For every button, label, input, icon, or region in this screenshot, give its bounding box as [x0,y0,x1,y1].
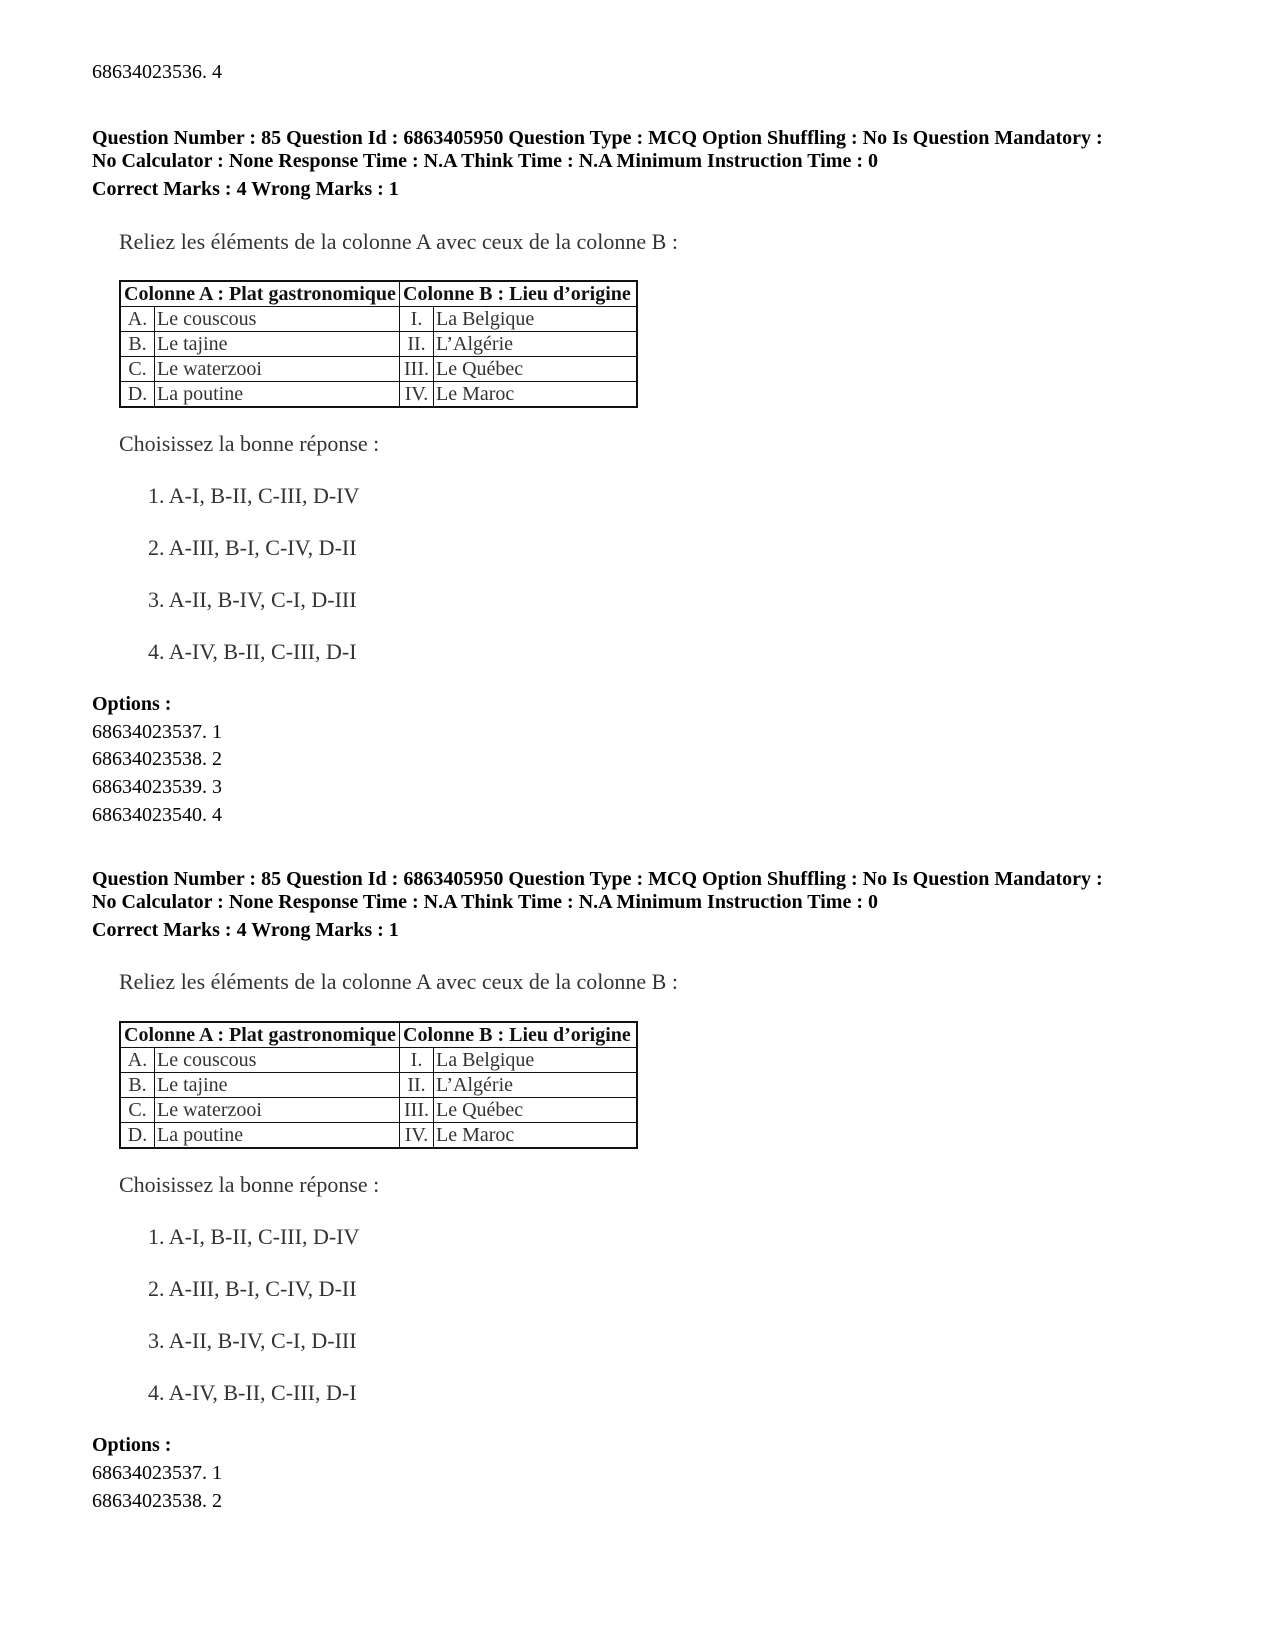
option-line: 68634023538. 2 [92,748,222,770]
option-line: 68634023537. 1 [92,721,222,743]
column-b-marker: II. [400,1073,434,1098]
column-a-value: La poutine [155,382,400,408]
matching-table [119,1021,638,1149]
column-b-marker: III. [400,357,434,382]
column-b-marker: III. [400,1098,434,1123]
table-row [120,357,637,382]
column-a-marker: C. [120,357,155,382]
answer-choice: 2. A-III, B-I, C-IV, D-II [148,1276,357,1301]
column-b-marker: IV. [400,382,434,408]
table-row [120,1098,637,1123]
answer-choice: 4. A-IV, B-II, C-III, D-I [148,639,357,664]
question-instruction: Reliez les éléments de la colonne A avec ceux de la colonne B : [119,969,678,994]
answer-choice: 1. A-I, B-II, C-III, D-IV [148,483,360,508]
table-row [120,1123,637,1149]
column-a-marker: A. [120,1048,155,1073]
column-b-marker: IV. [400,1123,434,1149]
question-header-line1: Question Number : 85 Question Id : 6863405950 Question Type : MCQ Option Shuffling : No Is Question Mandatory : [92,127,1103,149]
column-b-value: La Belgique [434,1048,638,1073]
column-a-header: Colonne A : Plat gastronomique [120,1022,400,1048]
column-b-marker: I. [400,1048,434,1073]
question-header-line2: No Calculator : None Response Time : N.A Think Time : N.A Minimum Instruction Time : 0 [92,891,878,913]
column-b-value: La Belgique [434,307,638,332]
column-b-header: Colonne B : Lieu d’origine [400,1022,638,1048]
column-b-marker: I. [400,307,434,332]
question-header-line2: No Calculator : None Response Time : N.A Think Time : N.A Minimum Instruction Time : 0 [92,150,878,172]
column-a-marker: C. [120,1098,155,1123]
column-b-value: Le Maroc [434,1123,638,1149]
table-row [120,1048,637,1073]
table-row [120,382,637,408]
question-header-line1: Question Number : 85 Question Id : 6863405950 Question Type : MCQ Option Shuffling : No Is Question Mandatory : [92,868,1103,890]
column-a-value: Le waterzooi [155,1098,400,1123]
column-a-marker: D. [120,1123,155,1149]
column-b-value: Le Québec [434,357,638,382]
option-line: 68634023539. 3 [92,776,222,798]
column-a-marker: A. [120,307,155,332]
options-label: Options : [92,693,172,715]
column-a-value: Le tajine [155,332,400,357]
column-a-marker: B. [120,332,155,357]
options-label: Options : [92,1434,172,1456]
column-b-header: Colonne B : Lieu d’origine [400,281,638,307]
table-row [120,1073,637,1098]
column-b-value: L’Algérie [434,1073,638,1098]
option-line: 68634023540. 4 [92,804,222,826]
column-a-marker: D. [120,382,155,408]
question-marks: Correct Marks : 4 Wrong Marks : 1 [92,178,399,200]
answer-prompt: Choisissez la bonne réponse : [119,1172,380,1197]
question-marks: Correct Marks : 4 Wrong Marks : 1 [92,919,399,941]
column-b-marker: II. [400,332,434,357]
answer-choice: 3. A-II, B-IV, C-I, D-III [148,587,357,612]
table-header-row [120,281,637,307]
option-line: 68634023538. 2 [92,1490,222,1512]
column-b-value: Le Maroc [434,382,638,408]
previous-option-line: 68634023536. 4 [92,61,222,83]
answer-choice: 4. A-IV, B-II, C-III, D-I [148,1380,357,1405]
column-a-marker: B. [120,1073,155,1098]
column-a-value: Le couscous [155,307,400,332]
answer-choice: 2. A-III, B-I, C-IV, D-II [148,535,357,560]
answer-choice: 1. A-I, B-II, C-III, D-IV [148,1224,360,1249]
column-a-value: Le couscous [155,1048,400,1073]
answer-choice: 3. A-II, B-IV, C-I, D-III [148,1328,357,1353]
column-a-header: Colonne A : Plat gastronomique [120,281,400,307]
column-b-value: Le Québec [434,1098,638,1123]
column-a-value: Le waterzooi [155,357,400,382]
column-b-value: L’Algérie [434,332,638,357]
question-instruction: Reliez les éléments de la colonne A avec ceux de la colonne B : [119,229,678,254]
option-line: 68634023537. 1 [92,1462,222,1484]
table-row [120,332,637,357]
table-row [120,307,637,332]
answer-prompt: Choisissez la bonne réponse : [119,431,380,456]
column-a-value: La poutine [155,1123,400,1149]
matching-table [119,280,638,408]
column-a-value: Le tajine [155,1073,400,1098]
table-header-row [120,1022,637,1048]
